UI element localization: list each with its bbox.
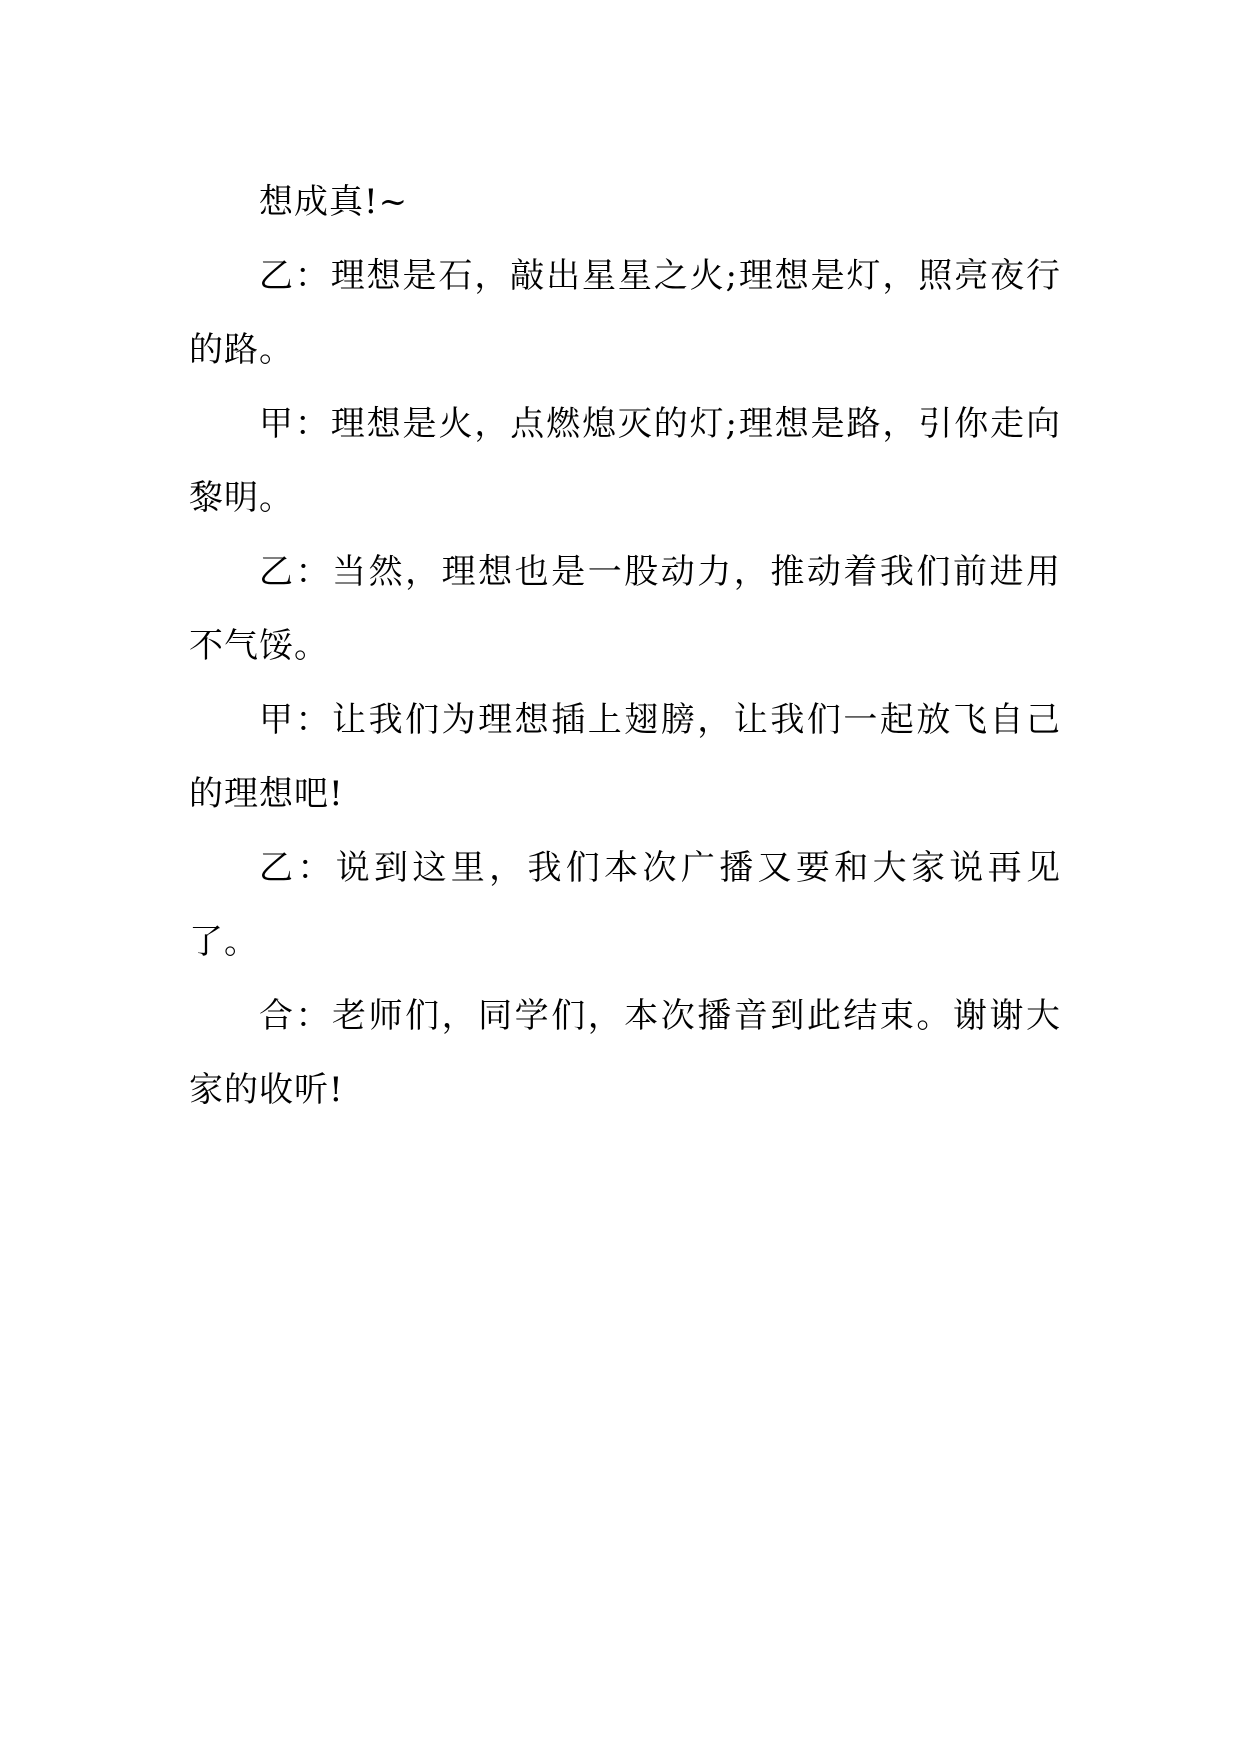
paragraph-jia-2: 甲：让我们为理想插上翅膀，让我们一起放飞自己的理想吧! [189,700,1061,814]
paragraph-yi-1: 乙：理想是石，敲出星星之火;理想是灯，照亮夜行的路。 [189,256,1061,370]
paragraph-yi-2: 乙：当然，理想也是一股动力，推动着我们前进用不气馁。 [189,552,1061,666]
paragraph-jia-1: 甲：理想是火，点燃熄灭的灯;理想是路，引你走向黎明。 [189,404,1061,518]
paragraph-continuation: 想成真!~ [259,182,409,222]
paragraph-he: 合：老师们，同学们，本次播音到此结束。谢谢大家的收听! [189,996,1061,1110]
document-body [189,165,1061,1127]
paragraph-yi-3: 乙：说到这里，我们本次广播又要和大家说再见了。 [189,848,1061,962]
